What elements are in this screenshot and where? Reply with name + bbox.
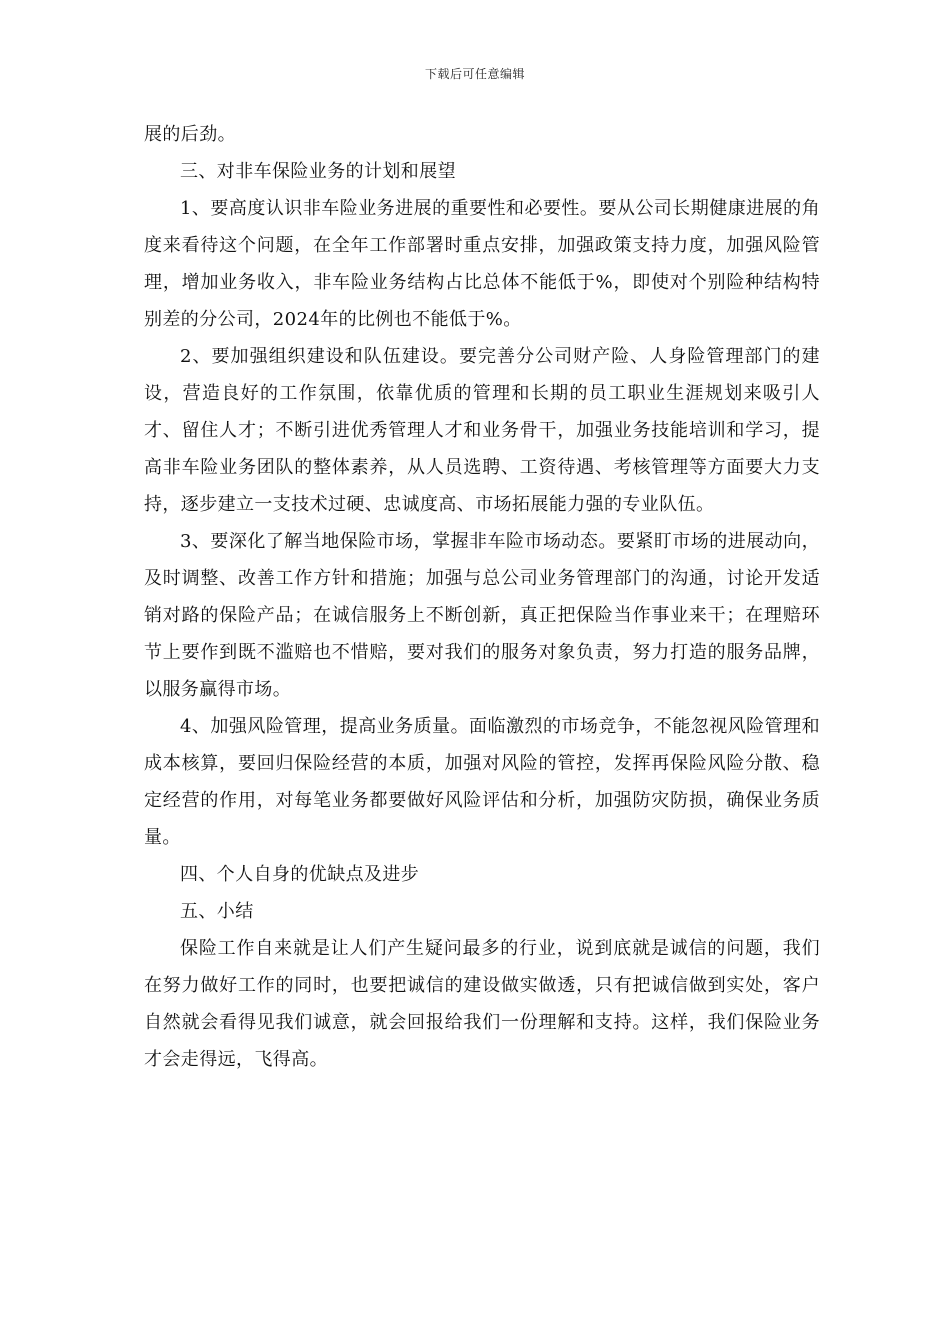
paragraph-item-4: 4、加强风险管理，提高业务质量。面临激烈的市场竞争，不能忽视风险管理和成本核算，要回归保险经营的本质，加强对风险的管控，发挥再保险风险分散、稳定经营的作用，对每笔业务都要做好风险评估和分析，加强防灾防损，确保业务质量。 [144,716,820,848]
paragraph-item-1: 1、要高度认识非车险业务进展的重要性和必要性。要从公司长期健康进展的角度来看待这个问题，在全年工作部署时重点安排，加强政策支持力度，加强风险管理，增加业务收入，非车险业务结构占比总体不能低于%，即使对个别险种结构特别差的分公司，2024年的比例也不能低于%。 [144,198,820,330]
paragraph-summary: 保险工作自来就是让人们产生疑问最多的行业，说到底就是诚信的问题，我们在努力做好工作的同时，也要把诚信的建设做实做透，只有把诚信做到实处，客户自然就会看得见我们诚意，就会回报给我们一份理解和支持。这样，我们保险业务才会走得远，飞得高。 [144,938,820,1070]
paragraph-item-3: 3、要深化了解当地保险市场，掌握非车险市场动态。要紧盯市场的进展动向，及时调整、改善工作方针和措施；加强与总公司业务管理部门的沟通，讨论开发适销对路的保险产品；在诚信服务上不断创新，真正把保险当作事业来干；在理赔环节上要作到既不滥赔也不惜赔，要对我们的服务对象负责，努力打造的服务品牌，以服务赢得市场。 [144,531,820,700]
page-header: 下载后可任意编辑 [424,67,525,81]
section-heading-summary: 五、小结 [180,901,254,922]
paragraph-continuation: 展的后劲。 [144,124,236,145]
section-heading-plan: 三、对非车保险业务的计划和展望 [180,161,456,182]
section-heading-self-review: 四、个人自身的优缺点及进步 [180,864,420,885]
paragraph-item-2: 2、要加强组织建设和队伍建设。要完善分公司财产险、人身险管理部门的建设，营造良好的工作氛围，依靠优质的管理和长期的员工职业生涯规划来吸引人才、留住人才；不断引进优秀管理人才和业务骨干，加强业务技能培训和学习，提高非车险业务团队的整体素养，从人员选聘、工资待遇、考核管理等方面要大力支持，逐步建立一支技术过硬、忠诚度高、市场拓展能力强的专业队伍。 [144,346,820,515]
document-body [144,116,820,1078]
